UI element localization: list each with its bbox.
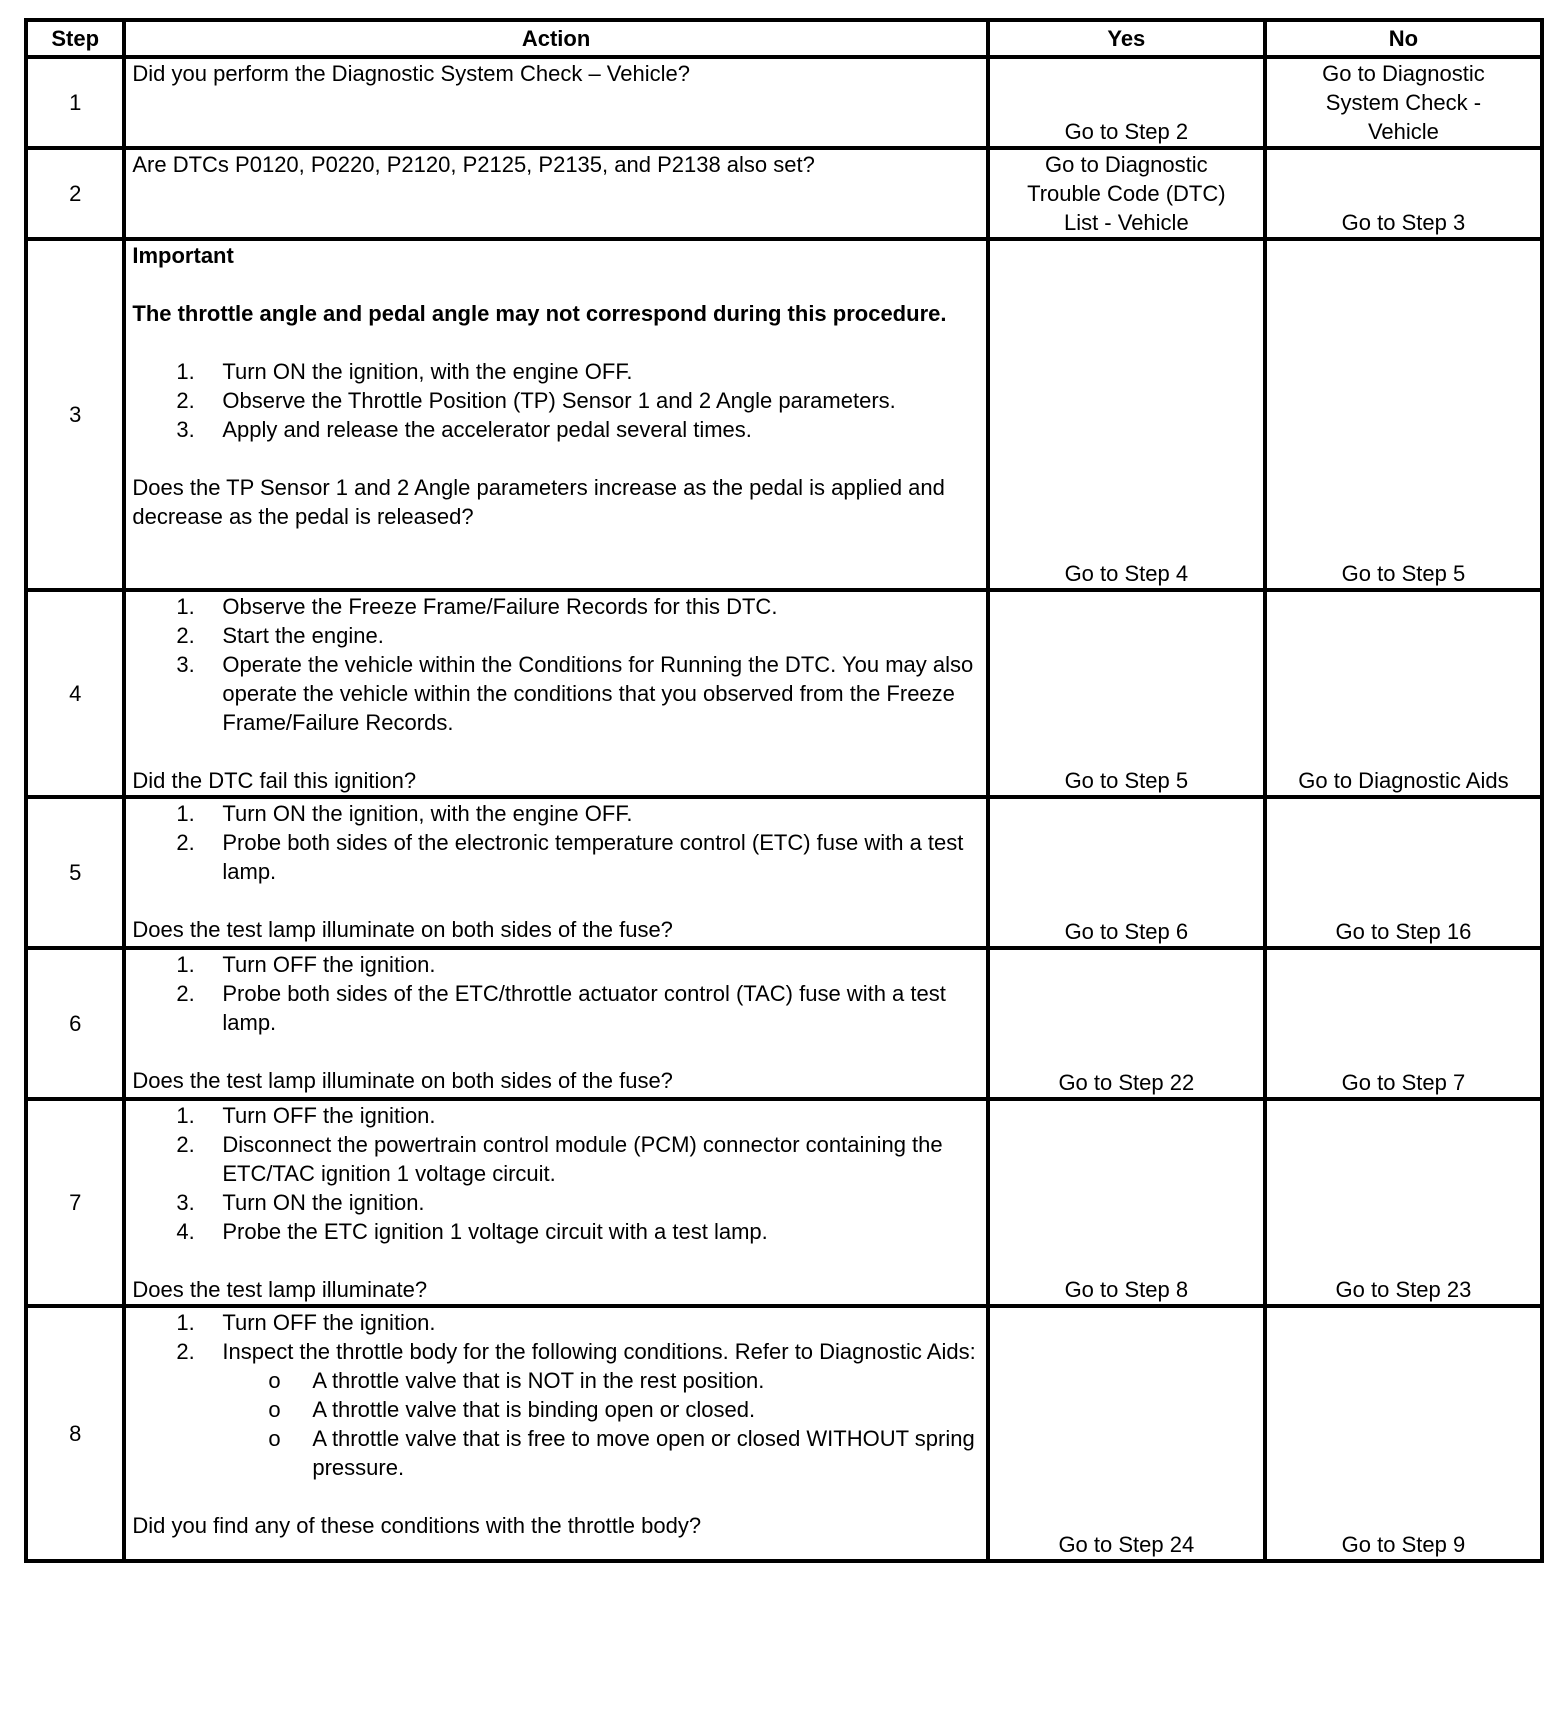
- list-item: [132, 979, 979, 1037]
- table-row: [26, 1099, 1542, 1306]
- item-number: 2.: [176, 623, 195, 648]
- yes-result: Go to Diagnostic Trouble Code (DTC) List - Vehicle: [988, 148, 1265, 239]
- list-item: [132, 1130, 979, 1188]
- table-row: [26, 57, 1542, 148]
- important-text: The throttle angle and pedal angle may not correspond during this procedure.: [132, 301, 947, 326]
- list-item: [132, 357, 979, 386]
- item-text: A throttle valve that is binding open or closed.: [312, 1397, 756, 1422]
- step-number: 8: [26, 1306, 124, 1561]
- item-text: A throttle valve that is free to move open or closed WITHOUT spring pressure.: [312, 1426, 975, 1480]
- table-row: [26, 948, 1542, 1099]
- step-number: 5: [26, 797, 124, 948]
- item-number: 2.: [176, 388, 195, 413]
- item-text: Turn ON the ignition, with the engine OFF.: [222, 359, 633, 384]
- yes-result: Go to Step 22: [988, 948, 1265, 1099]
- important-heading: Important: [132, 243, 234, 268]
- item-text: Turn ON the ignition, with the engine OFF.: [222, 801, 633, 826]
- item-text: Disconnect the powertrain control module (PCM) connector containing the ETC/TAC ignition 1 voltage circuit.: [222, 1132, 943, 1186]
- list-item: [132, 1424, 979, 1482]
- diagnostic-table: [24, 18, 1544, 1563]
- procedure-list: [132, 592, 979, 737]
- item-number: 1.: [176, 1103, 195, 1128]
- item-number: 1.: [176, 594, 195, 619]
- item-number: 3.: [176, 417, 195, 442]
- no-result: Go to Step 16: [1265, 797, 1542, 948]
- header-row: [26, 20, 1542, 57]
- item-text: Inspect the throttle body for the following conditions. Refer to Diagnostic Aids:: [222, 1339, 976, 1364]
- bullet-marker: o: [268, 1368, 281, 1393]
- no-result: Go to Diagnostic Aids: [1265, 590, 1542, 797]
- item-text: Turn OFF the ignition.: [222, 952, 436, 977]
- action-cell: [124, 1306, 987, 1561]
- action-cell: [124, 590, 987, 797]
- yes-result: Go to Step 6: [988, 797, 1265, 948]
- list-item: [132, 1217, 979, 1246]
- step-number: 6: [26, 948, 124, 1099]
- procedure-list: [132, 950, 979, 1037]
- question-text: Did you perform the Diagnostic System Check – Vehicle?: [132, 61, 690, 86]
- item-number: 3.: [176, 1190, 195, 1215]
- no-result: Go to Step 7: [1265, 948, 1542, 1099]
- list-item: [132, 799, 979, 828]
- item-text: Turn ON the ignition.: [222, 1190, 425, 1215]
- step-number: 4: [26, 590, 124, 797]
- action-cell: [124, 57, 987, 148]
- table-row: [26, 1306, 1542, 1561]
- yes-result: Go to Step 24: [988, 1306, 1265, 1561]
- item-text: Observe the Freeze Frame/Failure Records for this DTC.: [222, 594, 778, 619]
- item-text: Apply and release the accelerator pedal several times.: [222, 417, 752, 442]
- no-result: Go to Step 9: [1265, 1306, 1542, 1561]
- step-number: 2: [26, 148, 124, 239]
- action-cell: [124, 239, 987, 590]
- question-text: Are DTCs P0120, P0220, P2120, P2125, P2135, and P2138 also set?: [132, 152, 815, 177]
- no-result: Go to Step 3: [1265, 148, 1542, 239]
- action-cell: [124, 797, 987, 948]
- item-text: Turn OFF the ignition.: [222, 1103, 436, 1128]
- list-item: [132, 1308, 979, 1337]
- item-number: 2.: [176, 1132, 195, 1157]
- list-item: [132, 1188, 979, 1217]
- step-number: 1: [26, 57, 124, 148]
- step-number: 7: [26, 1099, 124, 1306]
- header-step: Step: [26, 20, 124, 57]
- no-result: Go to Diagnostic System Check - Vehicle: [1265, 57, 1542, 148]
- list-item: [132, 592, 979, 621]
- yes-result: Go to Step 8: [988, 1099, 1265, 1306]
- list-item: [132, 1366, 979, 1395]
- action-cell: [124, 948, 987, 1099]
- item-number: 1.: [176, 952, 195, 977]
- question-text: Does the TP Sensor 1 and 2 Angle parameters increase as the pedal is applied and decrease as the pedal is released?: [132, 475, 945, 529]
- list-item: [132, 650, 979, 737]
- list-item: [132, 950, 979, 979]
- list-item: [132, 621, 979, 650]
- item-number: 1.: [176, 1310, 195, 1335]
- table-row: [26, 590, 1542, 797]
- list-item: [132, 415, 979, 444]
- item-text: Turn OFF the ignition.: [222, 1310, 436, 1335]
- table-row: [26, 239, 1542, 590]
- yes-result: Go to Step 5: [988, 590, 1265, 797]
- item-text: Observe the Throttle Position (TP) Sensor 1 and 2 Angle parameters.: [222, 388, 896, 413]
- list-item: [132, 386, 979, 415]
- item-number: 3.: [176, 652, 195, 677]
- item-number: 2.: [176, 981, 195, 1006]
- item-text: Probe the ETC ignition 1 voltage circuit with a test lamp.: [222, 1219, 768, 1244]
- item-text: Operate the vehicle within the Conditions for Running the DTC. You may also operate the vehicle within the conditions that you observed from the Freeze Frame/Failure Records.: [222, 652, 974, 735]
- header-yes: Yes: [988, 20, 1265, 57]
- item-number: 1.: [176, 801, 195, 826]
- no-result: Go to Step 23: [1265, 1099, 1542, 1306]
- question-text: Does the test lamp illuminate?: [132, 1277, 428, 1302]
- action-cell: [124, 148, 987, 239]
- item-number: 4.: [176, 1219, 195, 1244]
- bullet-marker: o: [268, 1397, 281, 1422]
- question-text: Does the test lamp illuminate on both sides of the fuse?: [132, 1068, 673, 1093]
- question-text: Does the test lamp illuminate on both sides of the fuse?: [132, 917, 673, 942]
- table-row: [26, 797, 1542, 948]
- list-item: [132, 1395, 979, 1424]
- yes-result: Go to Step 4: [988, 239, 1265, 590]
- item-number: 2.: [176, 1339, 195, 1364]
- bullet-marker: o: [268, 1426, 281, 1451]
- condition-list: [132, 1366, 979, 1482]
- header-no: No: [1265, 20, 1542, 57]
- item-number: 2.: [176, 830, 195, 855]
- question-text: Did the DTC fail this ignition?: [132, 768, 417, 793]
- procedure-list: [132, 357, 979, 444]
- no-result: Go to Step 5: [1265, 239, 1542, 590]
- step-number: 3: [26, 239, 124, 590]
- header-action: Action: [124, 20, 987, 57]
- table-row: [26, 148, 1542, 239]
- procedure-list: [132, 799, 979, 886]
- item-number: 1.: [176, 359, 195, 384]
- action-cell: [124, 1099, 987, 1306]
- procedure-list: [132, 1101, 979, 1246]
- list-item: [132, 1101, 979, 1130]
- list-item: [132, 828, 979, 886]
- yes-result: Go to Step 2: [988, 57, 1265, 148]
- item-text: Start the engine.: [222, 623, 384, 648]
- item-text: Probe both sides of the ETC/throttle actuator control (TAC) fuse with a test lamp.: [222, 981, 946, 1035]
- item-text: A throttle valve that is NOT in the rest position.: [312, 1368, 765, 1393]
- item-text: Probe both sides of the electronic temperature control (ETC) fuse with a test lamp.: [222, 830, 964, 884]
- question-text: Did you find any of these conditions with the throttle body?: [132, 1513, 702, 1538]
- list-item: [132, 1337, 979, 1366]
- procedure-list: [132, 1308, 979, 1366]
